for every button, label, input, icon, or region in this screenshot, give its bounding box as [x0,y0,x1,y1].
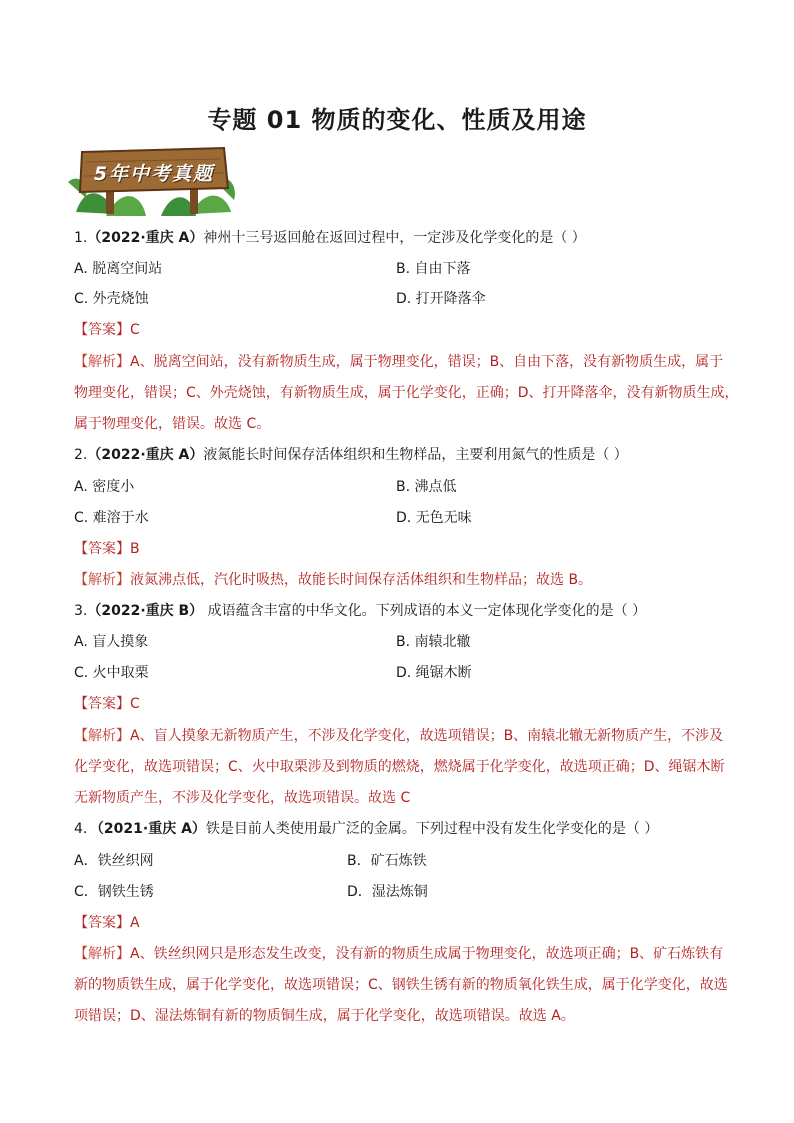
question-1-option-b: B. 自由下落 [396,261,471,277]
question-1-answer: 【答案】C [74,322,140,338]
question-3-option-a: A. 盲人摸象 [74,634,149,650]
question-1-analysis-line-3: 属于物理变化，错误。故选 C。 [74,416,271,432]
question-4-analysis-line-3: 项错误；D、湿法炼铜有新的物质铜生成，属于化学变化，故选项错误。故选 A。 [74,1008,575,1024]
question-4-option-c: C．钢铁生锈 [74,884,154,900]
question-3-option-d: D. 绳锯木断 [396,665,472,681]
question-3-option-b: B. 南辕北辙 [396,634,471,650]
question-3-analysis-line-2: 化学变化，故选项错误；C、火中取栗涉及到物质的燃烧，燃烧属于化学变化，故选项正确；D、绳锯木断 [74,759,725,775]
question-1-option-d: D. 打开降落伞 [396,291,486,307]
question-3-answer: 【答案】C [74,696,140,712]
question-2-option-c: C. 难溶于水 [74,510,149,526]
question-4-option-b: B．矿石炼铁 [347,853,427,869]
question-4-stem: 4．（2021·重庆 A）铁是目前人类使用最广泛的金属。下列过程中没有发生化学变化的是（ ） [74,821,659,837]
question-1-analysis-line-1: 【解析】A、脱离空间站，没有新物质生成，属于物理变化，错误；B、自由下落，没有新物质生成，属于 [74,354,724,370]
page-title: 专题 01 物质的变化、性质及用途 [207,106,587,134]
question-2-option-d: D. 无色无味 [396,510,472,526]
question-3-option-c: C. 火中取栗 [74,665,149,681]
question-4-analysis-line-2: 新的物质铁生成，属于化学变化，故选项错误；C、钢铁生锈有新的物质氧化铁生成，属于化学变化，故选 [74,977,728,993]
question-1-option-c: C. 外壳烧蚀 [74,291,149,307]
badge-label: 5年中考真题 [93,162,215,185]
section-badge [66,142,238,218]
question-2-stem: 2.（2022·重庆 A）液氮能长时间保存活体组织和生物样品，主要利用氮气的性质是（ ） [74,447,628,463]
question-4-option-a: A．铁丝织网 [74,853,154,869]
question-2-option-b: B. 沸点低 [396,479,457,495]
question-2-analysis-line-1: 【解析】液氮沸点低，汽化时吸热，故能长时间保存活体组织和生物样品；故选 B。 [74,572,593,588]
question-1-stem: 1.（2022·重庆 A）神州十三号返回舱在返回过程中，一定涉及化学变化的是（ ） [74,230,586,246]
question-4-answer: 【答案】A [74,915,140,931]
question-3-analysis-line-1: 【解析】A、盲人摸象无新物质产生，不涉及化学变化，故选项错误；B、南辕北辙无新物质产生，不涉及 [74,728,724,744]
question-2-answer: 【答案】B [74,541,140,557]
question-3-stem: 3.（2022·重庆 B） 成语蕴含丰富的中华文化。下列成语的本义一定体现化学变化的是（ ） [74,603,647,619]
question-2-option-a: A. 密度小 [74,479,135,495]
question-1-option-a: A. 脱离空间站 [74,261,163,277]
question-1-analysis-line-2: 物理变化，错误；C、外壳烧蚀，有新物质生成，属于化学变化，正确；D、打开降落伞，没有新物质生成， [74,385,739,401]
question-4-analysis-line-1: 【解析】A、铁丝织网只是形态发生改变，没有新的物质生成属于物理变化，故选项正确；B、矿石炼铁有 [74,946,724,962]
question-4-option-d: D．湿法炼铜 [347,884,428,900]
question-3-analysis-line-3: 无新物质产生，不涉及化学变化，故选项错误。故选 C [74,790,411,806]
